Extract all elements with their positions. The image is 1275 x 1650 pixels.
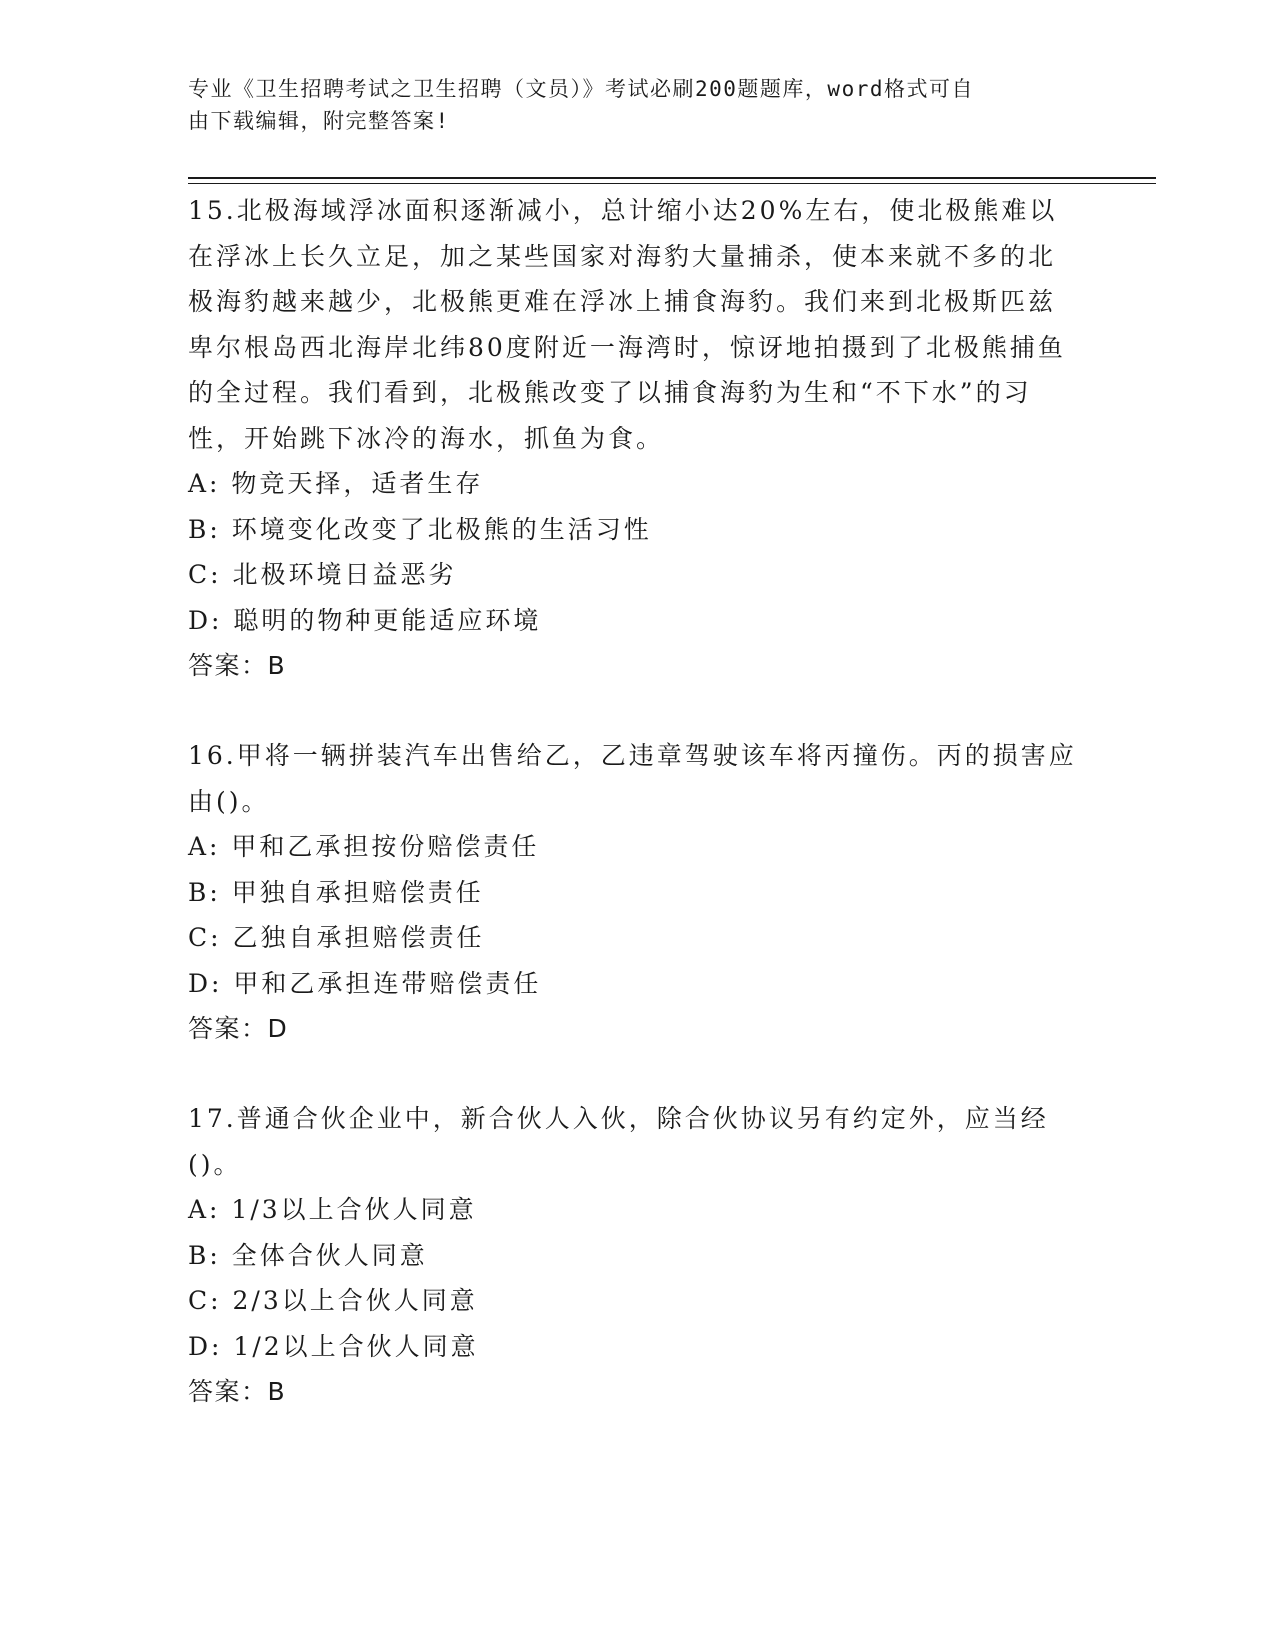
header-divider-thick xyxy=(188,177,1156,179)
question-16 xyxy=(188,733,1078,1052)
option-c: C: 北极环境日益恶劣 xyxy=(188,560,457,589)
option-c: C: 2/3以上合伙人同意 xyxy=(188,1286,478,1315)
answer: 答案：B xyxy=(188,1377,287,1406)
question-15 xyxy=(188,188,1078,689)
header-divider-thin xyxy=(188,183,1156,184)
answer: 答案：B xyxy=(188,651,287,680)
option-d: D: 甲和乙承担连带赔偿责任 xyxy=(188,968,542,998)
option-d: D: 1/2以上合伙人同意 xyxy=(188,1331,479,1361)
answer: 答案：D xyxy=(188,1014,289,1043)
option-c: C: 乙独自承担赔偿责任 xyxy=(188,923,485,952)
option-a: A: 1/3以上合伙人同意 xyxy=(188,1195,477,1224)
question-17 xyxy=(188,1096,1078,1415)
option-d: D: 聪明的物种更能适应环境 xyxy=(188,605,542,635)
header-line-2: 由下载编辑，附完整答案! xyxy=(188,109,450,133)
header-line-1: 专业《卫生招聘考试之卫生招聘（文员）》考试必刷200题题库，word格式可自 xyxy=(188,77,974,101)
page-header xyxy=(188,73,1088,137)
option-b: B: 环境变化改变了北极熊的生活习性 xyxy=(188,514,652,544)
option-a: A: 物竞天择，适者生存 xyxy=(188,469,484,498)
question-stem: 15.北极海域浮冰面积逐渐减小，总计缩小达20%左右，使北极熊难以在浮冰上长久立足，加之某些国家对海豹大量捕杀，使本来就不多的北极海豹越来越少，北极熊更难在浮冰上捕食海豹。我们来到北极斯匹兹卑尔根岛西北海岸北纬80度附近一海湾时，惊讶地拍摄到了北极熊捕鱼的全过程。我们看到，北极熊改变了以捕食海豹为生和“不下水”的习性，开始跳下冰冷的海水，抓鱼为食。 xyxy=(188,196,1066,453)
option-b: B: 全体合伙人同意 xyxy=(188,1240,428,1270)
question-stem: 17.普通合伙企业中，新合伙人入伙，除合伙协议另有约定外，应当经()。 xyxy=(188,1104,1049,1179)
option-b: B: 甲独自承担赔偿责任 xyxy=(188,877,484,907)
option-a: A: 甲和乙承担按份赔偿责任 xyxy=(188,832,540,861)
question-stem: 16.甲将一辆拼装汽车出售给乙，乙违章驾驶该车将丙撞伤。丙的损害应由()。 xyxy=(188,741,1077,816)
